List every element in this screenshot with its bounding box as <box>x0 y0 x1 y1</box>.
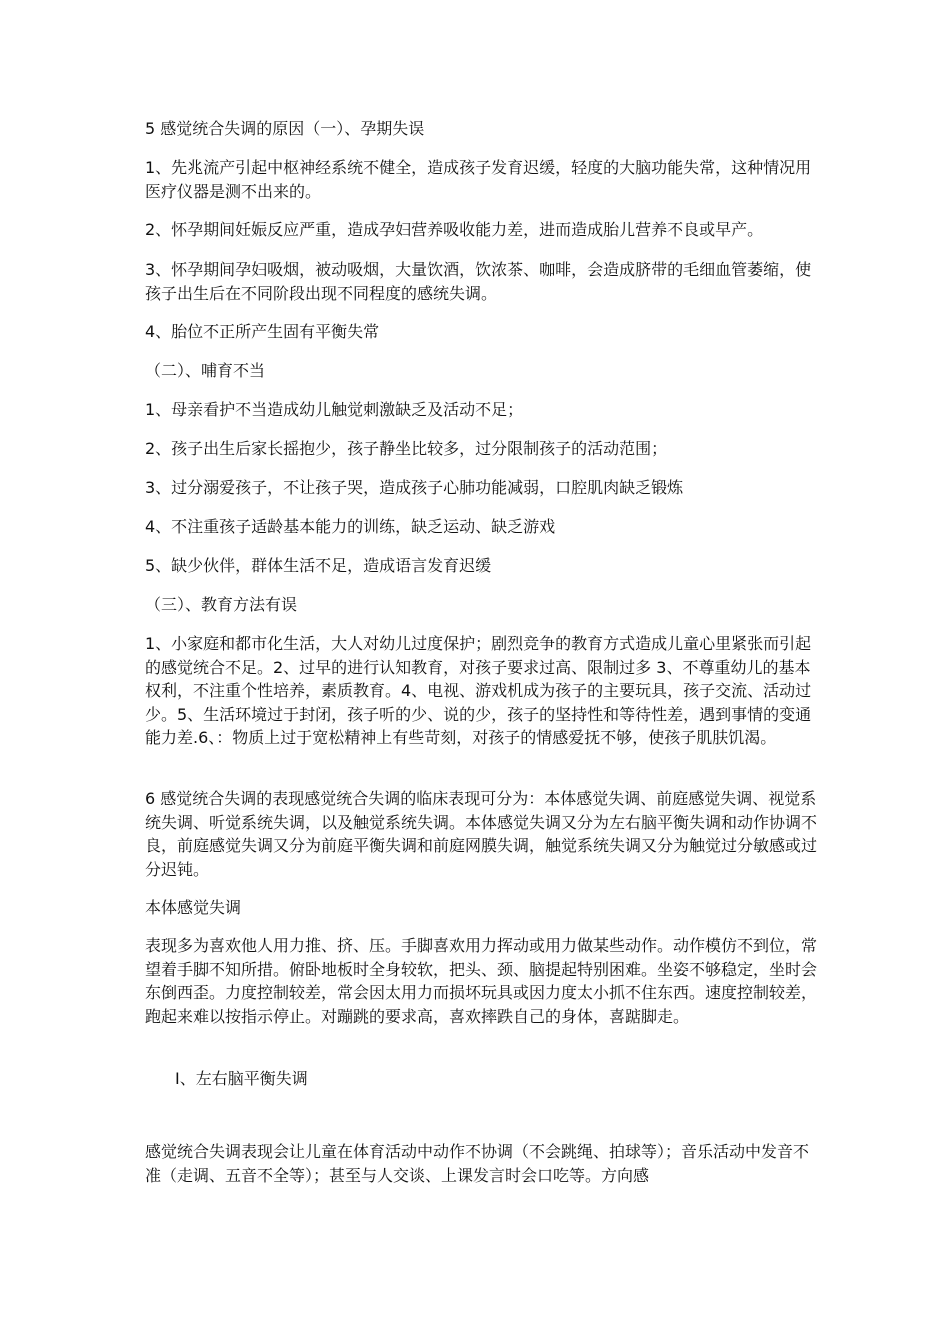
paragraph-feeding-3: 3、过分溺爱孩子，不让孩子哭，造成孩子心肺功能减弱，口腔肌肉缺乏锻炼 <box>145 478 684 497</box>
paragraph-education-body: 1、小家庭和都市化生活，大人对幼儿过度保护；剧烈竞争的教育方式造成儿童心里紧张而引起的感觉统合不足。2、过早的进行认知教育，对孩子要求过高、限制过多 3、不尊重幼儿的基本权利，不注重个性培养，素质教育。4、电视、游戏机成为孩子的主要玩具，孩子交流、活动过少。5、生活环境过于封闭，孩子听的少、说的少，孩子的坚持性和等待性差，遇到事情的变通能力差.6、：物质上过于宽松精神上有些苛刻，对孩子的情感爱抚不够，使孩子肌肤饥渴。 <box>145 634 812 747</box>
paragraph-symptoms-intro: 6 感觉统合失调的表现感觉统合失调的临床表现可分为：本体感觉失调、前庭感觉失调、视觉系统失调、听觉系统失调，以及触觉系统失调。本体感觉失调又分为左右脑平衡失调和动作协调不良，前庭感觉失调又分为前庭平衡失调和前庭网膜失调，触觉系统失调又分为触觉过分敏感或过分迟钝。 <box>145 789 818 879</box>
paragraph-feeding-4: 4、不注重孩子适龄基本能力的训练，缺乏运动、缺乏游戏 <box>145 517 556 536</box>
paragraph-pregnancy-3: 3、怀孕期间孕妇吸烟，被动吸烟，大量饮酒，饮浓茶、咖啡，会造成脐带的毛细血管萎缩，使孩子出生后在不同阶段出现不同程度的感统失调。 <box>145 260 812 303</box>
paragraph-pregnancy-2: 2、怀孕期间妊娠反应严重，造成孕妇营养吸收能力差，进而造成胎儿营养不良或早产。 <box>145 220 764 239</box>
subheading-brain-balance: Ⅰ、左右脑平衡失调 <box>175 1069 308 1088</box>
paragraph-brain-balance-body: 感觉统合失调表现会让儿童在体育活动中动作不协调（不会跳绳、拍球等）；音乐活动中发音不准（走调、五音不全等）；甚至与人交谈、上课发言时会口吃等。方向感 <box>145 1142 810 1185</box>
paragraph-feeding-5: 5、缺少伙伴，群体生活不足，造成语言发育迟缓 <box>145 556 492 575</box>
subheading-proprioception: 本体感觉失调 <box>145 898 242 917</box>
paragraph-feeding-2: 2、孩子出生后家长摇抱少，孩子静坐比较多，过分限制孩子的活动范围； <box>145 439 668 458</box>
section-heading-feeding: （二）、哺育不当 <box>145 361 266 380</box>
paragraph-pregnancy-4: 4、胎位不正所产生固有平衡失常 <box>145 322 380 341</box>
paragraph-pregnancy-1: 1、先兆流产引起中枢神经系统不健全，造成孩子发育迟缓，轻度的大脑功能失常，这种情况用医疗仪器是测不出来的。 <box>145 158 812 201</box>
paragraph-feeding-1: 1、母亲看护不当造成幼儿触觉刺激缺乏及活动不足； <box>145 400 524 419</box>
paragraph-proprioception-body: 表现多为喜欢他人用力推、挤、压。手脚喜欢用力挥动或用力做某些动作。动作模仿不到位，常望着手脚不知所措。俯卧地板时全身较软，把头、颈、脑提起特别困难。坐姿不够稳定，坐时会东倒西歪。力度控制较差，常会因太用力而损坏玩具或因力度太小抓不住东西。速度控制较差，跑起来难以按指示停止。对蹦跳的要求高，喜欢摔跌自己的身体，喜踮脚走。 <box>145 936 818 1026</box>
paragraph-cause-heading: 5 感觉统合失调的原因（一）、孕期失误 <box>145 119 425 138</box>
section-heading-education: （三）、教育方法有误 <box>145 595 298 614</box>
